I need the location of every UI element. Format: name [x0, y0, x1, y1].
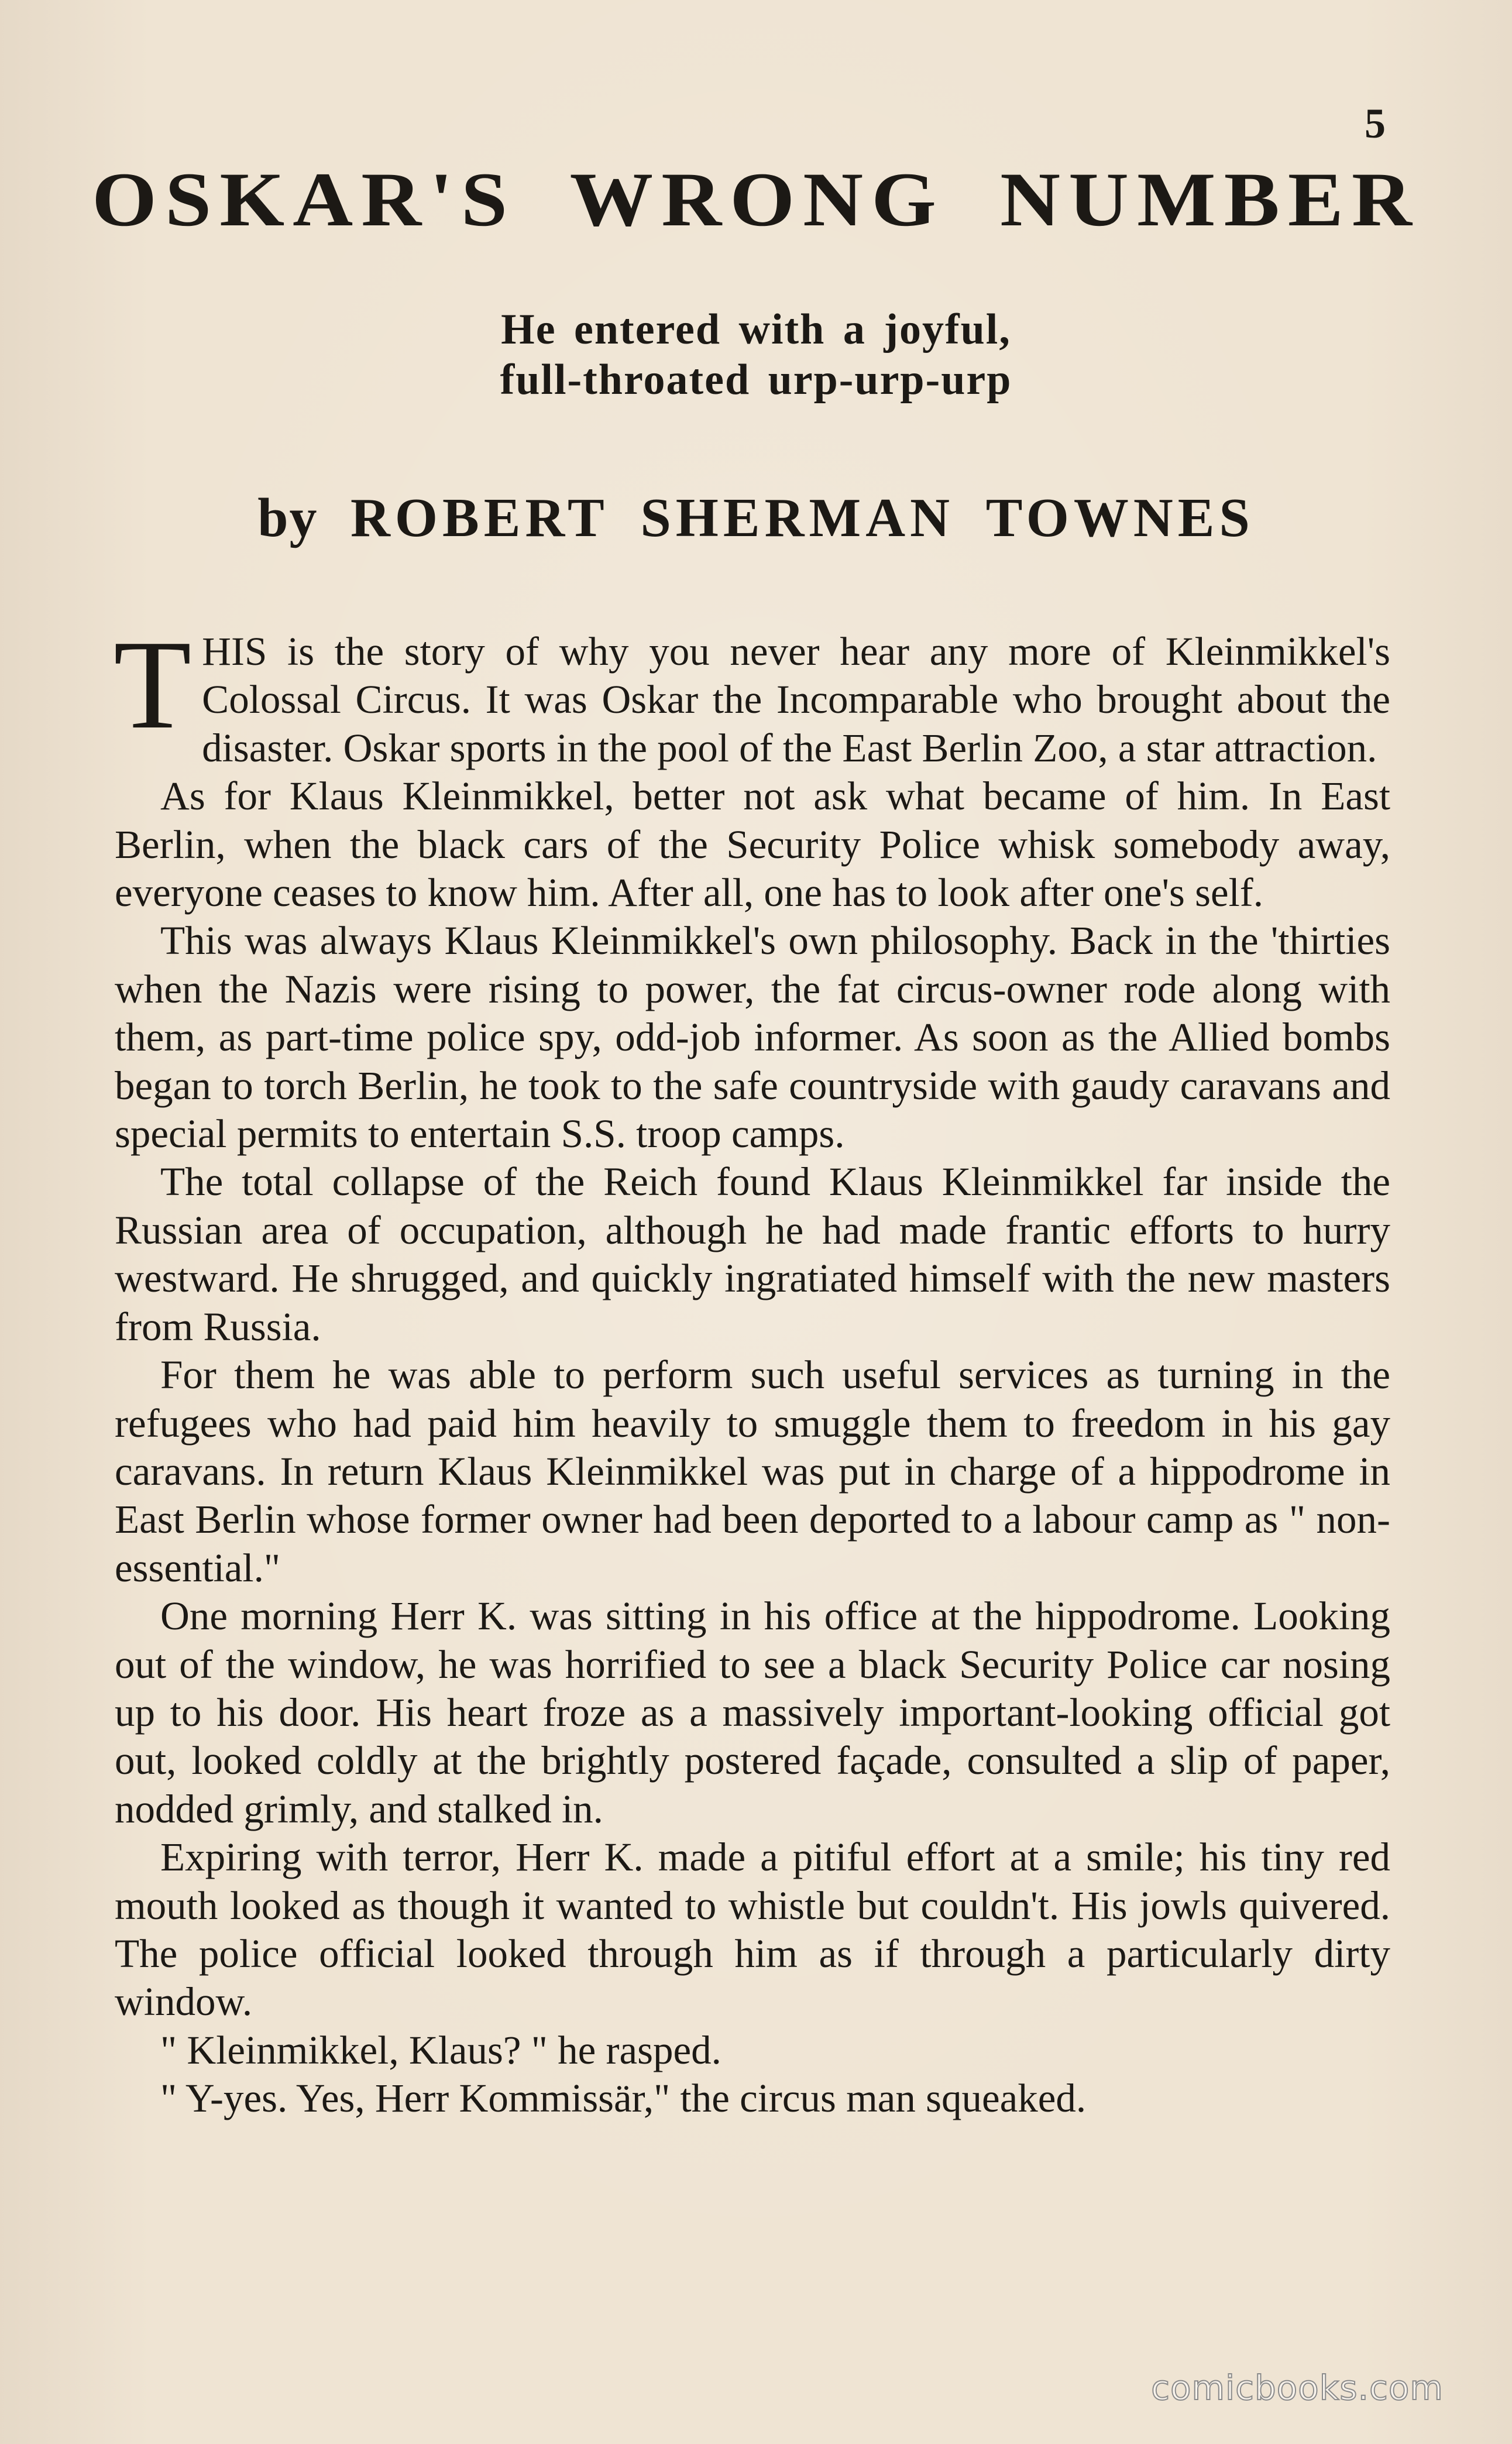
page-number: 5	[1365, 100, 1386, 147]
story-paragraph: The total collapse of the Reich found Klaus Kleinmikkel far inside the Russian area of occupation, although he had made frantic efforts to hurry westward. He shrugged, and quickly ingratiated himself with the new masters from Russia.	[115, 1159, 1390, 1349]
subtitle-line: He entered with a joyful,	[501, 306, 1011, 353]
subtitle-line: full-throated urp-urp-urp	[500, 356, 1012, 404]
story-paragraph: Expiring with terror, Herr K. made a pitiful effort at a smile; his tiny red mouth looked as though it wanted to whistle but couldn't. His jowls quivered. The police official looked through him as if through a particularly dirty window.	[115, 1835, 1390, 2024]
story-paragraph: " Y-yes. Yes, Herr Kommissär," the circus man squeaked.	[160, 2076, 1087, 2121]
byline-prefix: by	[257, 488, 318, 548]
story-paragraph: As for Klaus Kleinmikkel, better not ask what became of him. In East Berlin, when the black cars of the Security Police whisk somebody away, everyone ceases to know him. After all, one has to look after one's self.	[115, 774, 1390, 915]
watermark: comicbooks.com	[1151, 2368, 1444, 2408]
drop-cap: T	[114, 615, 192, 756]
story-paragraph	[114, 615, 1390, 772]
story-body	[114, 615, 1390, 2123]
story-paragraph: " Kleinmikkel, Klaus? " he rasped.	[160, 2027, 721, 2072]
author-name: ROBERT SHERMAN TOWNES	[350, 488, 1255, 548]
story-title: OSKAR'S WRONG NUMBER	[92, 156, 1420, 242]
paragraph-text: HIS is the story of why you never hear any more of Kleinmikkel's Colossal Circus. It was Oskar the Incomparable who brought about the disaster. Oskar sports in the pool of the East Berlin Zoo, a star attraction.	[202, 629, 1390, 770]
story-subtitle	[0, 304, 1512, 405]
byline	[0, 486, 1512, 550]
story-paragraph: This was always Klaus Kleinmikkel's own philosophy. Back in the 'thirties when the Nazis were rising to power, the fat circus-owner rode along with them, as part-time police spy, odd-job informer. As soon as the Allied bombs began to torch Berlin, he took to the safe countryside with gaudy caravans and special permits to entertain S.S. troop camps.	[115, 918, 1390, 1156]
story-paragraph: One morning Herr K. was sitting in his office at the hippodrome. Looking out of the window, he was horrified to see a black Security Police car nosing up to his door. His heart froze as a massively important-looking official got out, looked coldly at the brightly postered façade, consulted a slip of paper, nodded grimly, and stalked in.	[115, 1594, 1390, 1831]
story-paragraph: For them he was able to perform such useful services as turning in the refugees who had paid him heavily to smuggle them to freedom in his gay caravans. In return Klaus Kleinmikkel was put in charge of a hippodrome in East Berlin whose former owner had been deported to a labour camp as " non-essential."	[115, 1353, 1390, 1590]
